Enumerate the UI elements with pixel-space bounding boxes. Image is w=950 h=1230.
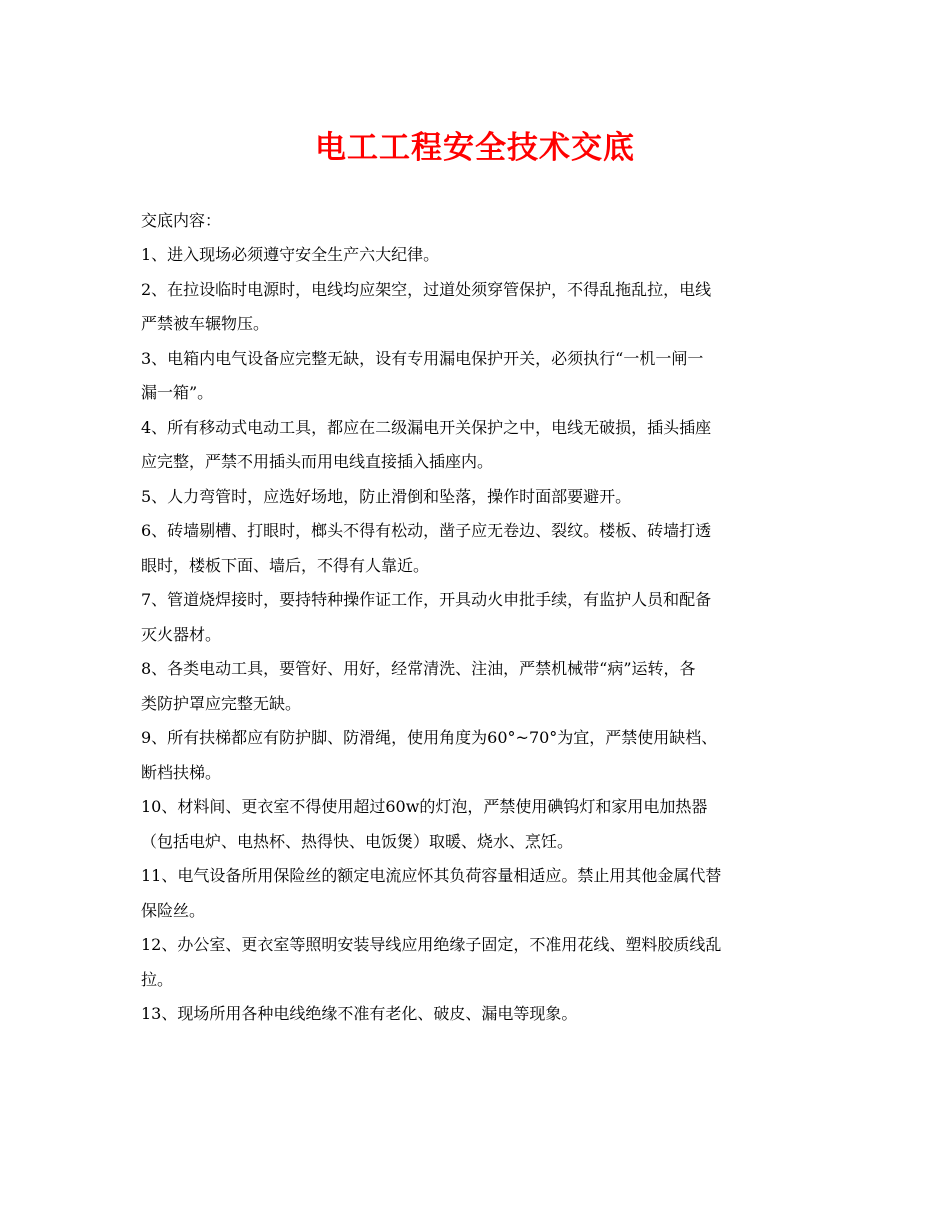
list-item bbox=[141, 483, 841, 518]
item-line: 10、材料间、更衣室不得使用超过60w的灯泡，严禁使用碘钨灯和家用电加热器 bbox=[141, 797, 708, 816]
list-item bbox=[141, 276, 841, 345]
item-line: 漏一箱”。 bbox=[141, 383, 214, 402]
item-line: 8、各类电动工具，要管好、用好，经常清洗、注油，严禁机械带“病”运转，各 bbox=[141, 659, 696, 678]
item-line: 保险丝。 bbox=[141, 900, 206, 920]
item-line: 4、所有移动式电动工具，都应在二级漏电开关保护之中，电线无破损，插头插座 bbox=[141, 417, 712, 437]
item-line: （包括电炉、电热杯、热得快、电饭煲）取暖、烧水、烹饪。 bbox=[141, 831, 574, 851]
item-line: 1、进入现场必须遵守安全生产六大纪律。 bbox=[141, 245, 440, 264]
item-line: 严禁被车辗物压。 bbox=[141, 314, 270, 333]
item-line: 拉。 bbox=[141, 969, 174, 989]
item-line: 12、办公室、更衣室等照明安装导线应用绝缘子固定，不准用花线、塑料胶质线乱 bbox=[141, 935, 722, 954]
list-item bbox=[141, 345, 841, 414]
list-item bbox=[141, 655, 841, 724]
list-item bbox=[141, 1000, 841, 1035]
item-line: 9、所有扶梯都应有防护脚、防滑绳，使用角度为60°~70°为宜，严禁使用缺档、 bbox=[141, 728, 718, 747]
list-item bbox=[141, 414, 841, 483]
document-title: 电工工程安全技术交底 bbox=[315, 130, 635, 166]
item-line: 应完整，严禁不用插头而用电线直接插入插座内。 bbox=[141, 452, 494, 471]
item-line: 3、电箱内电气设备应完整无缺，设有专用漏电保护开关，必须执行“一机一闸一 bbox=[141, 348, 704, 368]
item-line: 7、管道烧焊接时，要持特种操作证工作，开具动火申批手续，有监护人员和配备 bbox=[141, 590, 712, 609]
item-line: 5、人力弯管时，应选好场地，防止滑倒和坠落，操作时面部要避开。 bbox=[141, 486, 632, 506]
list-item bbox=[141, 586, 841, 655]
item-line: 6、砖墙剔槽、打眼时，榔头不得有松动，凿子应无卷边、裂纹。楼板、砖墙打透 bbox=[141, 521, 712, 540]
list-item bbox=[141, 862, 841, 931]
item-line: 11、电气设备所用保险丝的额定电流应怀其负荷容量相适应。禁止用其他金属代替 bbox=[141, 866, 722, 885]
list-item bbox=[141, 241, 841, 276]
item-line: 灭火器材。 bbox=[141, 624, 222, 644]
list-item bbox=[141, 724, 841, 793]
item-line: 类防护罩应完整无缺。 bbox=[141, 693, 302, 713]
list-item bbox=[141, 517, 841, 586]
list-item bbox=[141, 931, 841, 1000]
list-item bbox=[141, 793, 841, 862]
item-line: 2、在拉设临时电源时，电线均应架空，过道处须穿管保护，不得乱拖乱拉，电线 bbox=[141, 279, 712, 299]
item-line: 眼时，楼板下面、墙后，不得有人靠近。 bbox=[141, 555, 430, 575]
intro-label: 交底内容： bbox=[141, 211, 222, 230]
item-list bbox=[141, 241, 841, 1035]
document-body bbox=[141, 207, 841, 1035]
item-line: 断档扶梯。 bbox=[141, 762, 222, 782]
item-line: 13、现场所用各种电线绝缘不准有老化、破皮、漏电等现象。 bbox=[141, 1004, 578, 1023]
